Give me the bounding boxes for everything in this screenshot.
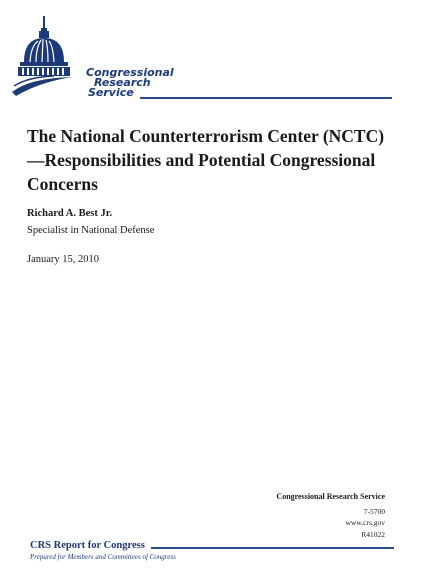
- footer-organization: Congressional Research Service: [276, 492, 385, 501]
- footer-report-number: R41022: [361, 529, 385, 539]
- header-divider: [140, 97, 392, 99]
- logo-line-1: Congressional: [86, 66, 174, 79]
- report-title: The National Counterterrorism Center (NCTC)—Responsibilities and Potential Congressional Concerns: [27, 126, 385, 194]
- report-date: January 15, 2010: [27, 254, 100, 265]
- banner-label: CRS Report for Congress: [30, 540, 145, 551]
- author-title: Specialist in National Defense: [27, 225, 155, 236]
- author-name: Richard A. Best Jr.: [27, 208, 113, 219]
- footer-phone: 7-5700: [363, 506, 385, 516]
- logo-line-3: Service: [88, 86, 134, 99]
- banner-subtitle: Prepared for Members and Committees of Congress: [30, 553, 176, 561]
- footer-website: www.crs.gov: [345, 518, 385, 527]
- crs-logo-wordmark: [86, 68, 174, 98]
- footer-info-block: [276, 491, 385, 540]
- logo-line-2: Research: [94, 76, 151, 89]
- banner-divider: [151, 547, 394, 549]
